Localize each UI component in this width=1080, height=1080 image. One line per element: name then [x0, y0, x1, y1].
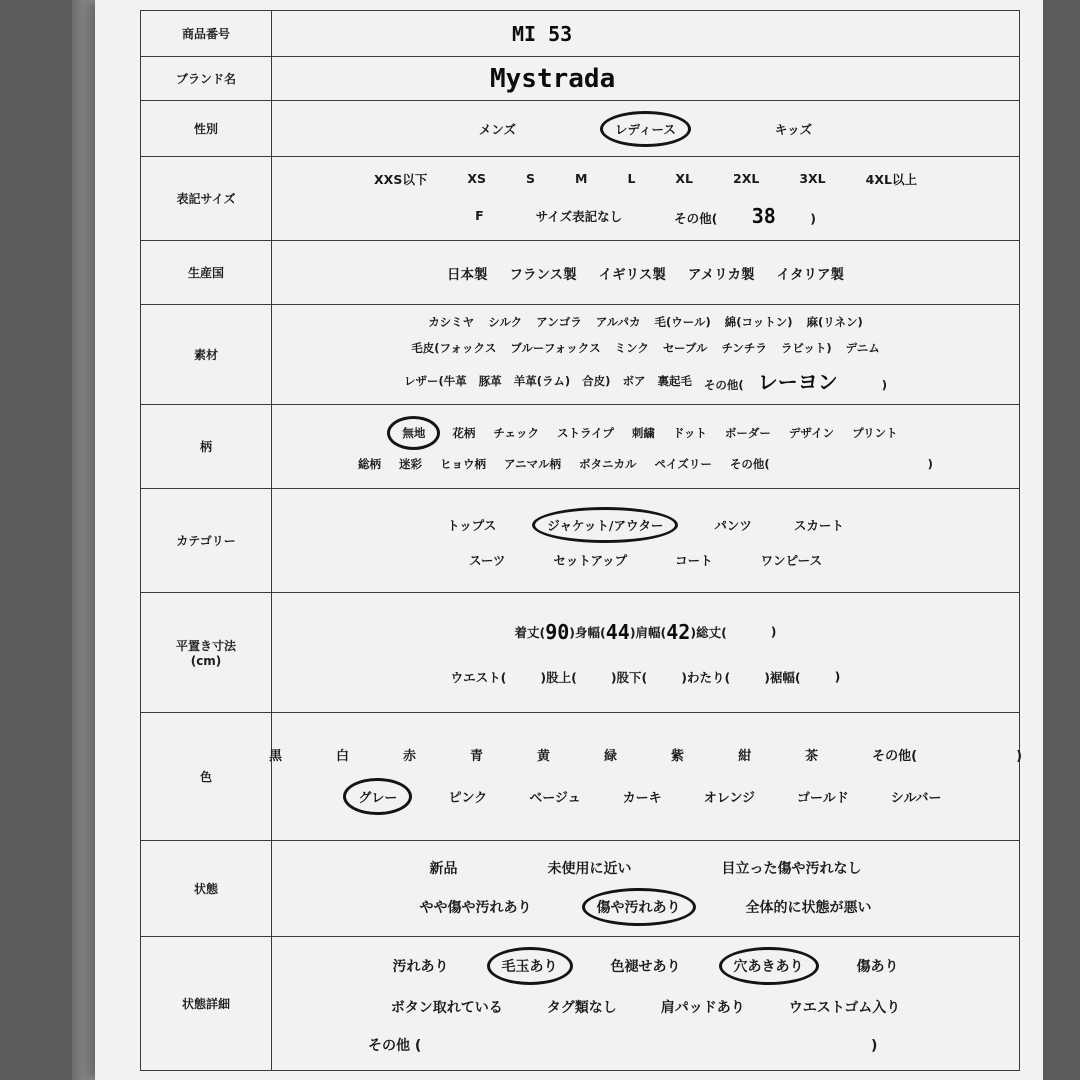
color-purple[interactable]: 紫: [671, 748, 685, 764]
pattern-camo[interactable]: 迷彩: [399, 456, 423, 471]
category-suit[interactable]: スーツ: [468, 552, 506, 568]
dim-length-label: 着丈(: [514, 624, 546, 640]
category-pants[interactable]: パンツ: [714, 517, 752, 533]
detail-scratch[interactable]: 傷あり: [856, 958, 899, 975]
material-other-close: ): [881, 378, 887, 392]
material-silk[interactable]: シルク: [488, 315, 523, 329]
material-leather-pig[interactable]: 豚革: [478, 373, 502, 388]
dim-hem[interactable]: )裾幅(: [764, 669, 801, 685]
size-xl[interactable]: XL: [675, 171, 694, 186]
size-none[interactable]: サイズ表記なし: [535, 208, 623, 224]
product-number-value: MI 53: [512, 21, 573, 46]
material-wool[interactable]: 毛(ウール): [654, 315, 711, 329]
detail-stain[interactable]: 汚れあり: [392, 958, 449, 975]
pattern-botanical[interactable]: ボタニカル: [578, 456, 637, 471]
material-cotton[interactable]: 綿(コットン): [724, 315, 793, 329]
color-yellow[interactable]: 黄: [537, 748, 551, 764]
material-rabbit[interactable]: ラビット): [780, 341, 832, 355]
condition-slight-damage[interactable]: やや傷や汚れあり: [419, 899, 532, 916]
row-color: [141, 713, 1020, 841]
color-white[interactable]: 白: [335, 748, 349, 764]
condition-no-noticeable-damage[interactable]: 目立った傷や汚れなし: [721, 860, 862, 877]
condition-poor[interactable]: 全体的に状態が悪い: [745, 899, 872, 916]
row-condition-detail: [141, 937, 1020, 1071]
row-origin: [141, 241, 1020, 305]
color-red[interactable]: 赤: [402, 748, 416, 764]
gender-kids[interactable]: キッズ: [774, 121, 813, 137]
material-chinchilla[interactable]: チンチラ: [721, 341, 767, 355]
detail-pilling[interactable]: 毛玉あり: [487, 947, 573, 985]
color-green[interactable]: 緑: [604, 748, 618, 764]
color-pink[interactable]: ピンク: [448, 790, 488, 806]
material-boa[interactable]: ボア: [622, 373, 646, 388]
color-other[interactable]: [872, 745, 1022, 764]
material-angora[interactable]: アンゴラ: [536, 315, 582, 329]
pattern-other-close: ): [927, 456, 933, 471]
dim-width-value[interactable]: 44: [605, 619, 630, 644]
color-silver[interactable]: シルバー: [890, 790, 942, 806]
pattern-leopard[interactable]: ヒョウ柄: [440, 456, 487, 471]
size-other-label: その他(: [674, 210, 718, 226]
material-synthetic-leather[interactable]: 合皮): [582, 373, 611, 388]
material-other-label: その他(: [703, 378, 744, 392]
detail-other-close: ): [871, 1037, 878, 1054]
detail-fading[interactable]: 色褪せあり: [610, 958, 681, 975]
dim-close: ): [834, 669, 841, 684]
pattern-all-over[interactable]: 総柄: [358, 456, 382, 471]
condition-damaged[interactable]: 傷や汚れあり: [582, 888, 696, 926]
color-other-close: ): [1016, 748, 1023, 764]
material-leather-cow[interactable]: レザー(牛革: [404, 373, 467, 388]
material-fur-fox[interactable]: 毛皮(フォックス: [411, 341, 497, 355]
product-form-table: [140, 10, 1023, 1071]
size-f[interactable]: F: [475, 208, 484, 223]
color-other-label: その他(: [872, 748, 918, 764]
row-dimensions: [141, 593, 1020, 713]
label-size: 表記サイズ: [141, 157, 272, 241]
size-xxs[interactable]: XXS以下: [374, 171, 428, 187]
size-other-close: ): [810, 210, 816, 226]
label-product-number: 商品番号: [141, 11, 272, 57]
size-2xl[interactable]: 2XL: [733, 171, 760, 186]
pattern-border[interactable]: ボーダー: [724, 425, 771, 440]
pattern-design[interactable]: デザイン: [788, 425, 835, 440]
color-blue[interactable]: 青: [470, 748, 484, 764]
dim-shoulder-value[interactable]: 42: [666, 619, 691, 644]
origin-uk[interactable]: イギリス製: [598, 266, 666, 283]
pattern-floral[interactable]: 花柄: [452, 425, 476, 440]
pattern-stripe[interactable]: ストライプ: [557, 425, 614, 440]
label-origin: 生産国: [141, 241, 272, 305]
condition-almost-unused[interactable]: 未使用に近い: [547, 860, 632, 877]
material-leather-lamb[interactable]: 羊革(ラム): [513, 373, 571, 388]
size-4xl[interactable]: 4XL以上: [865, 171, 917, 187]
color-navy[interactable]: 紺: [738, 748, 752, 764]
label-pattern: 柄: [141, 405, 272, 489]
label-category: カテゴリー: [141, 489, 272, 593]
material-other-value: レーヨン: [757, 370, 838, 394]
row-pattern: [141, 405, 1020, 489]
row-condition: [141, 841, 1020, 937]
material-cashmere[interactable]: カシミヤ: [428, 315, 475, 329]
detail-other-label: その他 (: [368, 1037, 422, 1054]
label-dimensions-unit: (cm): [190, 654, 222, 668]
row-size: [141, 157, 1020, 241]
form-sheet: [95, 0, 1043, 1080]
pattern-animal[interactable]: アニマル柄: [504, 456, 561, 471]
dim-rise[interactable]: )股上(: [540, 669, 577, 685]
dim-length-value[interactable]: 90: [545, 619, 570, 644]
size-xs[interactable]: XS: [467, 171, 486, 186]
color-gold[interactable]: ゴールド: [797, 790, 849, 806]
dim-width-label: )身幅(: [569, 624, 606, 640]
size-s[interactable]: S: [525, 171, 535, 186]
material-linen[interactable]: 麻(リネン): [806, 315, 863, 329]
pattern-check[interactable]: チェック: [493, 425, 540, 440]
category-setup[interactable]: セットアップ: [553, 552, 628, 568]
category-onepiece[interactable]: ワンピース: [760, 552, 823, 568]
category-tops[interactable]: トップス: [447, 517, 497, 533]
material-alpaca[interactable]: アルパカ: [595, 315, 641, 329]
color-black[interactable]: 黒: [268, 748, 282, 764]
size-other-value: 38: [751, 203, 776, 228]
label-material: 素材: [141, 305, 272, 405]
size-3xl[interactable]: 3XL: [799, 171, 826, 186]
dim-total-label: )総丈(: [690, 624, 727, 640]
material-other[interactable]: [704, 366, 887, 395]
dim-waist[interactable]: ウエスト(: [450, 669, 507, 685]
row-brand: [141, 57, 1020, 101]
material-denim[interactable]: デニム: [845, 341, 880, 355]
row-material: [141, 305, 1020, 405]
category-skirt[interactable]: スカート: [793, 517, 844, 533]
material-sable[interactable]: セーブル: [662, 341, 708, 355]
dim-inseam[interactable]: )股下(: [610, 669, 648, 685]
detail-hole[interactable]: 穴あきあり: [719, 947, 819, 985]
gender-mens[interactable]: メンズ: [478, 121, 516, 137]
size-other[interactable]: [674, 204, 816, 228]
detail-elastic-waist[interactable]: ウエストゴム入り: [788, 999, 901, 1016]
label-condition: 状態: [141, 841, 272, 937]
gender-ladies[interactable]: レディース: [600, 111, 691, 147]
origin-usa[interactable]: アメリカ製: [687, 266, 755, 283]
color-gray[interactable]: グレー: [343, 778, 412, 815]
row-category: [141, 489, 1020, 593]
pattern-solid[interactable]: 無地: [387, 416, 440, 450]
detail-no-tags[interactable]: タグ類なし: [546, 999, 617, 1016]
label-gender: 性別: [141, 101, 272, 157]
size-l[interactable]: L: [627, 171, 636, 186]
origin-italy[interactable]: イタリア製: [776, 266, 844, 283]
condition-new[interactable]: 新品: [429, 860, 458, 877]
category-jacket-outer[interactable]: ジャケット/アウター: [532, 507, 678, 543]
dim-thigh[interactable]: )わたり(: [681, 669, 731, 685]
pattern-print[interactable]: プリント: [852, 425, 898, 440]
material-blue-fox[interactable]: ブルーフォックス: [510, 341, 601, 355]
pattern-paisley[interactable]: ペイズリー: [654, 456, 712, 471]
category-coat[interactable]: コート: [675, 552, 713, 568]
pattern-dot[interactable]: ドット: [672, 425, 707, 440]
color-orange[interactable]: オレンジ: [703, 790, 756, 806]
size-m[interactable]: M: [574, 171, 588, 186]
origin-france[interactable]: フランス製: [509, 266, 577, 283]
label-color: 色: [141, 713, 272, 841]
row-product-number: [141, 11, 1020, 57]
detail-other[interactable]: [368, 1035, 877, 1055]
material-mink[interactable]: ミンク: [614, 341, 649, 355]
pattern-other[interactable]: [730, 456, 933, 472]
brand-value: Mystrada: [490, 63, 616, 94]
color-khaki[interactable]: カーキ: [622, 790, 662, 806]
dim-shoulder-label: )肩幅(: [629, 624, 667, 640]
material-brushed-lining[interactable]: 裏起毛: [657, 373, 692, 388]
dim-total-close: ): [770, 624, 777, 639]
label-dimensions: 平置き寸法: [175, 639, 236, 653]
label-brand: ブランド名: [141, 57, 272, 101]
pattern-embroidery[interactable]: 刺繍: [631, 425, 655, 440]
color-brown[interactable]: 茶: [805, 748, 819, 764]
label-condition-detail: 状態詳細: [141, 937, 272, 1071]
detail-shoulder-pads[interactable]: 肩パッドあり: [660, 999, 745, 1016]
row-gender: [141, 101, 1020, 157]
detail-button-missing[interactable]: ボタン取れている: [390, 999, 503, 1016]
origin-japan[interactable]: 日本製: [447, 266, 488, 283]
pattern-other-label: その他(: [729, 456, 770, 471]
color-beige[interactable]: ベージュ: [529, 790, 581, 806]
